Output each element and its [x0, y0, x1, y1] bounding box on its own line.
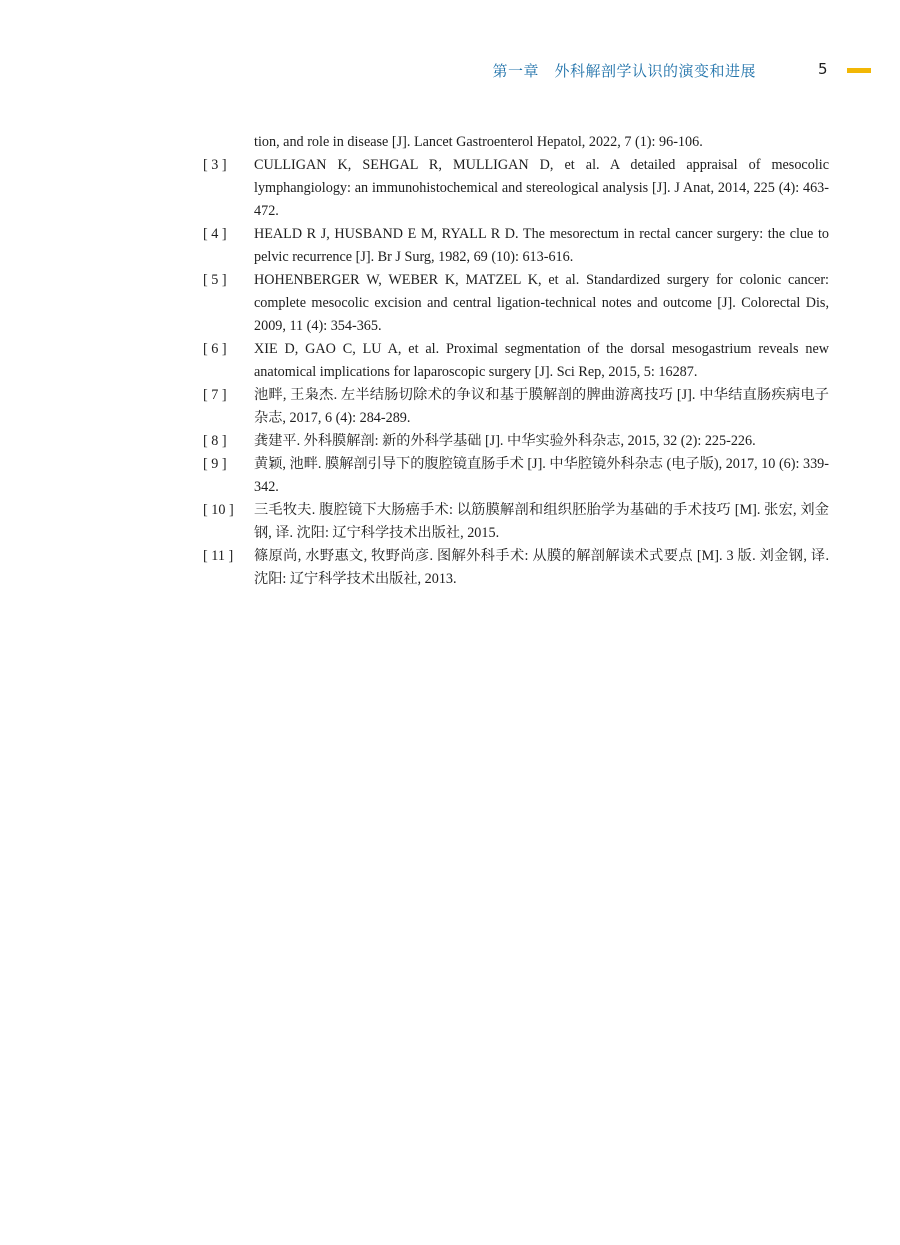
- reference-text: 篠原尚, 水野惠文, 牧野尚彦. 图解外科手术: 从膜的解剖解读术式要点 [M]. 3 版. 刘金钢, 译. 沈阳: 辽宁科学技术出版社, 2013.: [254, 548, 829, 587]
- reference-text: HEALD R J, HUSBAND E M, RYALL R D. The mesorectum in rectal cancer surgery: the clue to pelvic recurrence [J]. Br J Surg, 1982, 69 (10): 613-616.: [254, 226, 829, 265]
- chapter-title: 第一章 外科解剖学认识的演变和进展: [492, 62, 756, 80]
- reference-number: [ 11 ]: [203, 548, 234, 564]
- reference-item-3: [203, 154, 829, 223]
- page-number: 5: [818, 60, 828, 78]
- reference-text: tion, and role in disease [J]. Lancet Gastroenterol Hepatol, 2022, 7 (1): 96-106.: [254, 134, 703, 150]
- reference-text: 池畔, 王枭杰. 左半结肠切除术的争议和基于膜解剖的脾曲游离技巧 [J]. 中华结直肠疾病电子杂志, 2017, 6 (4): 284-289.: [254, 387, 829, 426]
- reference-text: HOHENBERGER W, WEBER K, MATZEL K, et al. Standardized surgery for colonic cancer: complete mesocolic excision and central ligation-technical notes and outcome [J]. Colorectal Dis, 2009, 11 (4): 354-365.: [254, 272, 829, 334]
- reference-item-5: [203, 269, 829, 338]
- page-accent-bar: [847, 68, 871, 73]
- reference-text: XIE D, GAO C, LU A, et al. Proximal segmentation of the dorsal mesogastrium reveals new anatomical implications for laparoscopic surgery [J]. Sci Rep, 2015, 5: 16287.: [254, 341, 829, 380]
- reference-item-7: [203, 384, 829, 430]
- reference-number: [ 5 ]: [203, 272, 227, 288]
- reference-number: [ 8 ]: [203, 433, 227, 449]
- reference-number: [ 4 ]: [203, 226, 227, 242]
- reference-text: CULLIGAN K, SEHGAL R, MULLIGAN D, et al. A detailed appraisal of mesocolic lymphangiology: an immunohistochemical and stereological analysis [J]. J Anat, 2014, 225 (4): 463-472.: [254, 157, 829, 219]
- reference-text: 黄颖, 池畔. 膜解剖引导下的腹腔镜直肠手术 [J]. 中华腔镜外科杂志 (电子版), 2017, 10 (6): 339-342.: [254, 456, 829, 495]
- reference-text: 三毛牧夫. 腹腔镜下大肠癌手术: 以筋膜解剖和组织胚胎学为基础的手术技巧 [M]. 张宏, 刘金钢, 译. 沈阳: 辽宁科学技术出版社, 2015.: [254, 502, 829, 541]
- reference-item-6: [203, 338, 829, 384]
- reference-item-11: [203, 545, 829, 591]
- reference-item-9: [203, 453, 829, 499]
- reference-number: [ 3 ]: [203, 157, 227, 173]
- reference-item-2-continued: [203, 131, 829, 154]
- reference-number: [ 9 ]: [203, 456, 227, 472]
- reference-number: [ 10 ]: [203, 502, 234, 518]
- reference-list: [203, 131, 829, 591]
- reference-number: [ 6 ]: [203, 341, 227, 357]
- running-header: [0, 60, 900, 84]
- reference-item-10: [203, 499, 829, 545]
- reference-item-8: [203, 430, 829, 453]
- reference-number: [ 7 ]: [203, 387, 227, 403]
- reference-item-4: [203, 223, 829, 269]
- reference-text: 龚建平. 外科膜解剖: 新的外科学基础 [J]. 中华实验外科杂志, 2015, 32 (2): 225-226.: [254, 433, 756, 449]
